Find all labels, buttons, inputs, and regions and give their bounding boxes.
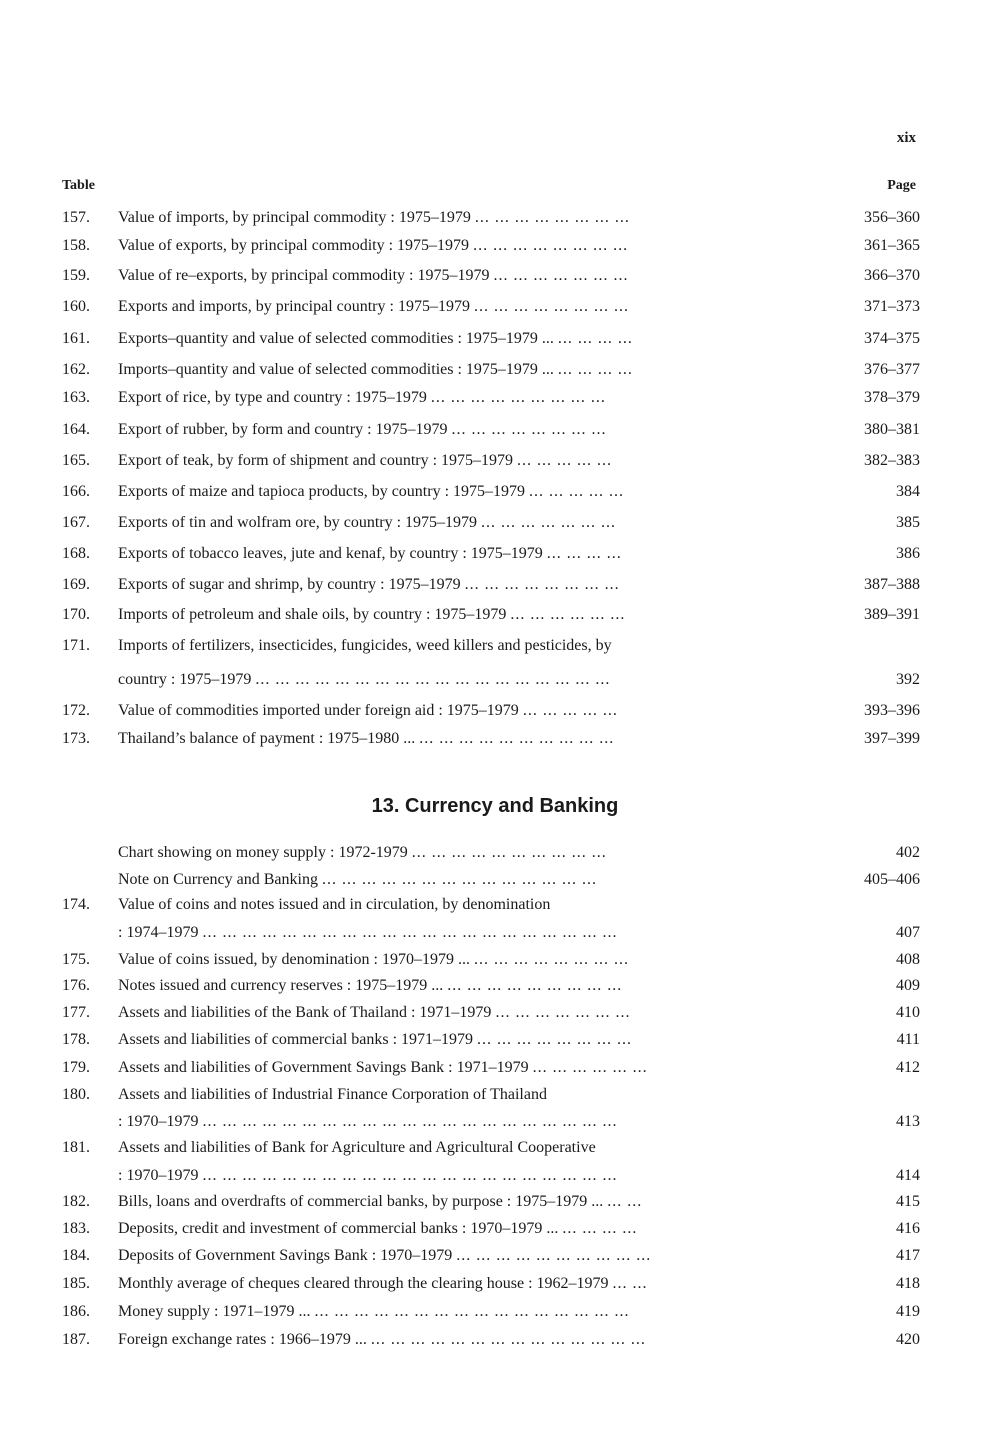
table-number: 175. xyxy=(62,951,90,968)
table-number: 186. xyxy=(62,1303,90,1320)
table-title xyxy=(118,1166,617,1186)
table-number: 172. xyxy=(62,702,90,719)
table-title-text: Value of coins and notes issued and in circulation, by denomination xyxy=(118,896,551,913)
page-reference: 407 xyxy=(896,924,920,941)
leader-dots: ... ... ... ... xyxy=(546,545,622,562)
leader-dots: ... ... ... ... ... ... ... xyxy=(481,514,617,531)
leader-dots: ... ... ... ... ... ... ... ... ... ... xyxy=(411,844,607,861)
table-title xyxy=(118,605,625,625)
table-title-text: Value of imports, by principal commodity : 1975–1979 xyxy=(118,209,471,226)
table-number: 167. xyxy=(62,514,90,531)
table-title-text: Exports of sugar and shrimp, by country : 1975–1979 xyxy=(118,576,461,593)
table-title-text: Exports of tobacco leaves, jute and kenaf, by country : 1975–1979 xyxy=(118,545,543,562)
leader-dots: ... ... ... ... ... ... ... ... ... xyxy=(447,977,623,994)
page-reference: 414 xyxy=(896,1167,920,1184)
table-title xyxy=(118,1085,547,1105)
page-reference: 412 xyxy=(896,1059,920,1076)
page-reference: 376–377 xyxy=(864,361,920,378)
leader-dots: ... ... ... ... xyxy=(562,1220,638,1237)
table-number: 159. xyxy=(62,267,90,284)
table-title-text: Export of rice, by type and country : 1975–1979 xyxy=(118,389,427,406)
table-title xyxy=(118,360,633,380)
table-title xyxy=(118,1030,632,1050)
table-title-text: Deposits, credit and investment of commercial banks : 1970–1979 ... xyxy=(118,1220,559,1237)
page-reference: 415 xyxy=(896,1193,920,1210)
table-title xyxy=(118,208,630,228)
page-reference: 386 xyxy=(896,545,920,562)
table-title xyxy=(118,544,622,564)
table-number: 162. xyxy=(62,361,90,378)
table-title-text: Imports–quantity and value of selected commodities : 1975–1979 ... xyxy=(118,361,554,378)
table-number: 177. xyxy=(62,1004,90,1021)
table-title-text: Value of commodities imported under foreign aid : 1975–1979 xyxy=(118,702,519,719)
table-number: 163. xyxy=(62,389,90,406)
page-reference: 361–365 xyxy=(864,237,920,254)
table-title xyxy=(118,976,622,996)
table-title xyxy=(118,236,628,256)
leader-dots: ... ... xyxy=(612,1275,648,1292)
table-title-text: : 1974–1979 xyxy=(118,924,199,941)
page-reference: 366–370 xyxy=(864,267,920,284)
page-reference: 392 xyxy=(896,671,920,688)
table-title xyxy=(118,388,606,408)
page-reference: 380–381 xyxy=(864,421,920,438)
table-number: 179. xyxy=(62,1059,90,1076)
leader-dots: ... ... ... ... ... ... xyxy=(532,1059,648,1076)
table-number: 183. xyxy=(62,1220,90,1237)
table-number: 173. xyxy=(62,730,90,747)
leader-dots: ... ... ... ... ... ... ... ... xyxy=(474,209,630,226)
page-reference: 411 xyxy=(896,1031,920,1048)
table-title xyxy=(118,1302,629,1322)
table-number: 164. xyxy=(62,421,90,438)
leader-dots: ... ... ... ... ... ... ... ... xyxy=(451,421,607,438)
table-title xyxy=(118,1219,637,1239)
table-title-text: Monthly average of cheques cleared through the clearing house : 1962–1979 xyxy=(118,1275,609,1292)
table-title xyxy=(118,1330,646,1350)
leader-dots: ... ... ... ... ... ... ... ... xyxy=(473,951,629,968)
table-title-text: Foreign exchange rates : 1966–1979 ... xyxy=(118,1331,367,1348)
table-title xyxy=(118,513,616,533)
leader-dots: ... ... ... ... ... ... ... ... xyxy=(473,298,629,315)
table-number: 171. xyxy=(62,637,90,654)
leader-dots: ... ... ... ... ... ... ... ... ... ... ... ... ... ... xyxy=(321,871,597,888)
table-title-text: country : 1975–1979 xyxy=(118,671,252,688)
table-title xyxy=(118,575,620,595)
leader-dots: ... ... ... ... ... ... ... xyxy=(495,1004,631,1021)
table-number: 160. xyxy=(62,298,90,315)
table-title xyxy=(118,482,624,502)
leader-dots: ... ... ... ... ... ... ... ... xyxy=(464,576,620,593)
table-number: 174. xyxy=(62,896,90,913)
table-title-text: Exports–quantity and value of selected commodities : 1975–1979 ... xyxy=(118,330,554,347)
table-title xyxy=(118,1138,596,1158)
table-number: 176. xyxy=(62,977,90,994)
table-title xyxy=(118,266,628,286)
table-title-text: Export of teak, by form of shipment and country : 1975–1979 xyxy=(118,452,514,469)
table-title xyxy=(118,670,610,690)
table-number: 180. xyxy=(62,1086,90,1103)
table-title-text: : 1970–1979 xyxy=(118,1113,199,1130)
page-reference: 382–383 xyxy=(864,452,920,469)
page-reference: 397–399 xyxy=(864,730,920,747)
table-number: 181. xyxy=(62,1139,90,1156)
table-title-text: Assets and liabilities of Government Savings Bank : 1971–1979 xyxy=(118,1059,529,1076)
table-title xyxy=(118,636,612,656)
page-reference: 405–406 xyxy=(864,871,920,888)
table-number: 168. xyxy=(62,545,90,562)
leader-dots: ... ... ... ... ... xyxy=(522,702,618,719)
leader-dots: ... ... ... ... ... ... ... ... ... ... ... ... ... ... ... ... ... ... ... ... ... xyxy=(202,1167,618,1184)
page-reference: 417 xyxy=(896,1247,920,1264)
table-title-text: Chart showing on money supply : 1972-1979 xyxy=(118,844,408,861)
table-number: 169. xyxy=(62,576,90,593)
table-title-text: Notes issued and currency reserves : 1975–1979 ... xyxy=(118,977,444,994)
leader-dots: ... ... ... ... ... ... ... ... xyxy=(477,1031,633,1048)
leader-dots: ... ... ... ... ... ... ... ... ... ... ... ... ... ... ... ... xyxy=(314,1303,630,1320)
table-title-text: Value of exports, by principal commodity : 1975–1979 xyxy=(118,237,470,254)
page-reference: 378–379 xyxy=(864,389,920,406)
table-title xyxy=(118,729,614,749)
leader-dots: ... ... ... ... ... ... ... ... ... xyxy=(430,389,606,406)
page-reference: 419 xyxy=(896,1303,920,1320)
leader-dots: ... ... ... ... ... ... ... ... ... ... ... ... ... ... ... ... ... ... ... ... ... xyxy=(202,924,618,941)
table-number: 170. xyxy=(62,606,90,623)
table-title-text: Assets and liabilities of commercial banks : 1971–1979 xyxy=(118,1031,474,1048)
table-title xyxy=(118,1192,642,1212)
table-title xyxy=(118,895,550,915)
table-title xyxy=(118,297,629,317)
leader-dots: ... ... ... ... ... xyxy=(529,483,625,500)
table-number: 165. xyxy=(62,452,90,469)
leader-dots: ... ... ... ... ... ... ... ... xyxy=(473,237,629,254)
table-title-text: Imports of fertilizers, insecticides, fungicides, weed killers and pesticides, by xyxy=(118,637,612,654)
table-title xyxy=(118,843,607,863)
table-number: 157. xyxy=(62,209,90,226)
table-title-text: Value of coins issued, by denomination : 1970–1979 ... xyxy=(118,951,470,968)
table-number: 178. xyxy=(62,1031,90,1048)
table-title-text: Exports of tin and wolfram ore, by country : 1975–1979 xyxy=(118,514,478,531)
table-number: 158. xyxy=(62,237,90,254)
table-number: 182. xyxy=(62,1193,90,1210)
table-title-text: Thailand’s balance of payment : 1975–1980 ... xyxy=(118,730,416,747)
table-number: 184. xyxy=(62,1247,90,1264)
table-title-text: Export of rubber, by form and country : 1975–1979 xyxy=(118,421,448,438)
page-reference: 384 xyxy=(896,483,920,500)
leader-dots: ... ... ... ... ... ... ... ... ... ... xyxy=(456,1247,652,1264)
table-title xyxy=(118,701,618,721)
table-title xyxy=(118,420,607,440)
leader-dots: ... ... ... ... ... ... ... ... ... ... ... ... ... ... xyxy=(370,1331,646,1348)
page-reference: 393–396 xyxy=(864,702,920,719)
table-title xyxy=(118,870,597,890)
table-title xyxy=(118,950,629,970)
leader-dots: ... ... ... ... xyxy=(557,330,633,347)
table-title xyxy=(118,923,617,943)
page-reference: 402 xyxy=(896,844,920,861)
page-reference: 408 xyxy=(896,951,920,968)
page-reference: 389–391 xyxy=(864,606,920,623)
table-title xyxy=(118,1274,648,1294)
table-number: 185. xyxy=(62,1275,90,1292)
page-column-heading: Page xyxy=(887,178,916,193)
page-reference: 420 xyxy=(896,1331,920,1348)
table-column-heading: Table xyxy=(62,178,95,193)
leader-dots: ... ... ... ... ... ... ... ... ... ... xyxy=(419,730,615,747)
table-title-text: Bills, loans and overdrafts of commercial banks, by purpose : 1975–1979 ... xyxy=(118,1193,604,1210)
table-title-text: Deposits of Government Savings Bank : 1970–1979 xyxy=(118,1247,453,1264)
table-number: 161. xyxy=(62,330,90,347)
section-heading: 13. Currency and Banking xyxy=(371,795,619,817)
page-reference: 387–388 xyxy=(864,576,920,593)
table-number: 187. xyxy=(62,1331,90,1348)
table-title-text: Exports and imports, by principal country : 1975–1979 xyxy=(118,298,470,315)
table-title-text: : 1970–1979 xyxy=(118,1167,199,1184)
table-title xyxy=(118,1058,648,1078)
page-reference: 356–360 xyxy=(864,209,920,226)
table-title xyxy=(118,1003,630,1023)
table-title xyxy=(118,1112,617,1132)
table-title xyxy=(118,451,612,471)
table-title xyxy=(118,329,633,349)
table-number: 166. xyxy=(62,483,90,500)
leader-dots: ... ... ... ... ... ... ... ... ... ... ... ... ... ... ... ... ... ... xyxy=(255,671,611,688)
table-title-text: Exports of maize and tapioca products, by country : 1975–1979 xyxy=(118,483,526,500)
table-title xyxy=(118,1246,651,1266)
page-reference: 418 xyxy=(896,1275,920,1292)
page-reference: 371–373 xyxy=(864,298,920,315)
table-title-text: Imports of petroleum and shale oils, by country : 1975–1979 xyxy=(118,606,507,623)
table-title-text: Money supply : 1971–1979 ... xyxy=(118,1303,311,1320)
page-number: xix xyxy=(896,130,916,146)
table-title-text: Assets and liabilities of Industrial Finance Corporation of Thailand xyxy=(118,1086,547,1103)
leader-dots: ... ... ... ... ... ... xyxy=(510,606,626,623)
page-reference: 385 xyxy=(896,514,920,531)
page-reference: 409 xyxy=(896,977,920,994)
leader-dots: ... ... ... ... ... ... ... xyxy=(493,267,629,284)
table-title-text: Note on Currency and Banking xyxy=(118,871,318,888)
table-title-text: Value of re–exports, by principal commodity : 1975–1979 xyxy=(118,267,490,284)
page-reference: 410 xyxy=(896,1004,920,1021)
leader-dots: ... ... xyxy=(607,1193,643,1210)
page-reference: 416 xyxy=(896,1220,920,1237)
leader-dots: ... ... ... ... ... xyxy=(517,452,613,469)
leader-dots: ... ... ... ... xyxy=(557,361,633,378)
table-title-text: Assets and liabilities of Bank for Agriculture and Agricultural Cooperative xyxy=(118,1139,596,1156)
table-title-text: Assets and liabilities of the Bank of Thailand : 1971–1979 xyxy=(118,1004,492,1021)
leader-dots: ... ... ... ... ... ... ... ... ... ... ... ... ... ... ... ... ... ... ... ... ... xyxy=(202,1113,618,1130)
page-reference: 413 xyxy=(896,1113,920,1130)
page-reference: 374–375 xyxy=(864,330,920,347)
